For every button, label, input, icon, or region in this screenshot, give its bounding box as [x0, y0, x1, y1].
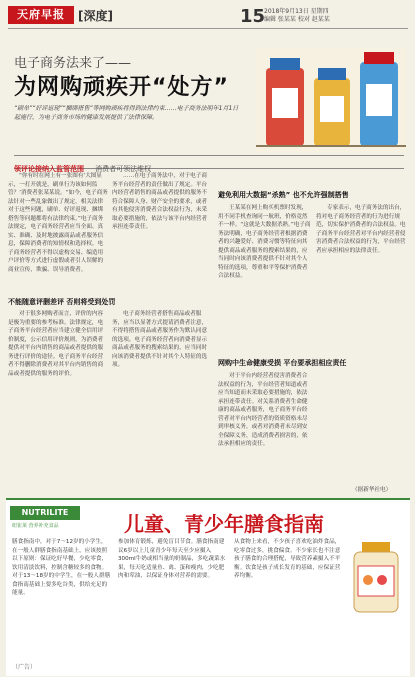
masthead: 天府早报 [8, 6, 74, 24]
advertisement [6, 498, 410, 676]
brand-logo: NUTRILITE [10, 506, 80, 520]
section-label: [深度] [78, 9, 113, 23]
date-line [264, 8, 330, 24]
article-column-1b [8, 310, 108, 490]
paragraph: 对于平台内经营者侵害消费者合法权益的行为，平台经营者知道或者应当知道而未采取必要措施的，依法承担连带责任。对关系消费者生命健康的商品或者服务，电子商务平台经营者对平台内经营者的资质资格未尽到审核义务，或者对消费者未尽到安全保障义务，造成消费者损害的，依法承担相应的责任。 [218, 373, 308, 447]
article-kicker: 电子商务法来了—— [14, 56, 132, 71]
paragraph: ……在电子商务法中，对于电子商务平台经营者的责任做出了规定。平台内经营者销售的商品或者提供的服务不符合保障人身、财产安全的要求，或者有其他侵害消费者合法权益行为，未采取必要措施的，依法与该平台内经营者承担连带责任。 [112, 173, 208, 230]
paragraph: 电子商务经营者搭售商品或者服务，应当以显著方式提请消费者注意，不得将搭售商品或者服务作为默认同意的选项。电子商务经营者向消费者显示商品或者服务的搜索结果的，应当同时向该消费者提供不针对其个人特征的选项。 [112, 311, 208, 368]
ad-column-2 [118, 538, 228, 658]
article-deck: “刷单”“好评返现”“捆绑搭售”等网购顽疾将得到法律约束……电子商务法明年1月1日起施行，为电子商务市场的健康发展提供了法律保障。 [14, 105, 239, 121]
ad-column-1 [12, 538, 112, 658]
header-rule [8, 28, 408, 29]
paragraph: 从食物上来看，不少孩子喜欢吃油炸食品，吃零食过多，挑食偏食。不少家长也不注意孩子膳食的合理搭配，导致营养素摄入不平衡。饮食是孩子成长发育的基础，应保证营养均衡。 [234, 539, 341, 579]
article-column-3b [218, 372, 312, 492]
article-source: （据新华社电） [352, 487, 392, 493]
article-column-3 [218, 204, 312, 354]
vitamin-bottle [348, 540, 404, 614]
byline-1: 领评论接纳入监管范围 [14, 165, 84, 173]
paragraph: 膳食指南中，对于7～12岁的小学生，在一般人群膳食指南基础上，应该按照以下原则：保证吃好早餐，少吃零食，饮用清淡饮料，控制含糖较多的食物。对于13～18岁的中学生，在一般人群膳食指南基础上要多吃谷类，供给充足的能量。 [12, 539, 111, 596]
ad-title: 儿童、青少年膳食指南 [124, 512, 324, 536]
ad-column-3 [234, 538, 342, 658]
paragraph: 参加体育锻炼，避免盲目节食。膳食指南建议6岁以上儿童青少年每天至少应摄入300ml牛奶或相当量的奶制品，多吃蔬菜水果，每天吃适量鱼、禽、蛋和瘦肉，少吃肥肉和荤油，以保证身体对营养的需要。 [118, 539, 226, 579]
brand-subtitle: 纽崔莱 营养补充食品 [12, 523, 59, 529]
byline-2: 消费者可领法维权 [95, 165, 152, 173]
article-column-4 [316, 204, 408, 484]
paragraph: 专家表示，电子商务法的出台，将对电子商务经营者的行为进行规范，切实保护消费者的合法权益。电子商务平台经营者对平台内经营者侵害消费者合法权益的行为，平台经营者应承担相应的法律责任。 [316, 205, 406, 254]
subhead-2: 避免利用大数据“杀熟” 也不允许强制搭售 [218, 191, 349, 199]
subhead-1: 不能随意评删差评 否则将受到处罚 [8, 298, 116, 306]
article-title: 为网购顽疾开“处方” [14, 75, 229, 100]
article-column-1 [8, 172, 108, 292]
illustration-drug-bottles [256, 48, 406, 152]
paragraph: “你有时在网上有一张图有‘大图显示，一打开就是，刷单行为该如何监管？’消费者张某某说。“如今，电子商务法针对一些乱象做出了规定，相关法律对于这些问题，刷单、好评返现、捆绑搭售等问题都将有法律约束。”电子商务法规定，电子商务经营者应当全面、真实、准确、及时地披露商品或者服务信息，保障消费者的知情权和选择权。电子商务经营者不得以虚构交易、编造用户评价等方式进行虚假或者引人误解的商业宣传，欺骗、误导消费者。 [8, 173, 108, 273]
subhead-3: 网购中生命健康受损 平台要承担相应责任 [218, 359, 347, 367]
article-column-2 [112, 172, 212, 302]
page-number: 15 [240, 6, 266, 27]
paragraph: 对于很多网购者而言，评价的内容是极为重要的参考标准。法律规定，电子商务平台经营者应当建立健全信用评价制度，公示信用评价规则，为消费者提供对平台内销售的商品或者提供的服务进行评价的途径。电子商务平台经营者不得删除消费者对其平台内销售的商品或者提供的服务的评价。 [8, 311, 104, 377]
ad-tag: （广告） [12, 664, 37, 671]
date-line-1: 2018年9月13日 星期四 [264, 8, 329, 15]
page-header [8, 6, 408, 40]
paragraph: 王某某在网上购买机票时发现，用不同手机查询同一航班，价格竟然不一样。“这就是大数据杀熟。”电子商务法明确，电子商务经营者根据消费者的兴趣爱好、消费习惯等特征向其提供商品或者服务的搜索结果的，应当同时向该消费者提供不针对其个人特征的选项，尊重和平等保护消费者合法权益。 [218, 205, 311, 279]
article-byline [14, 155, 404, 173]
date-line-2: 编辑 张某某 校对 赵某某 [264, 16, 330, 23]
article-column-2b [112, 310, 212, 490]
